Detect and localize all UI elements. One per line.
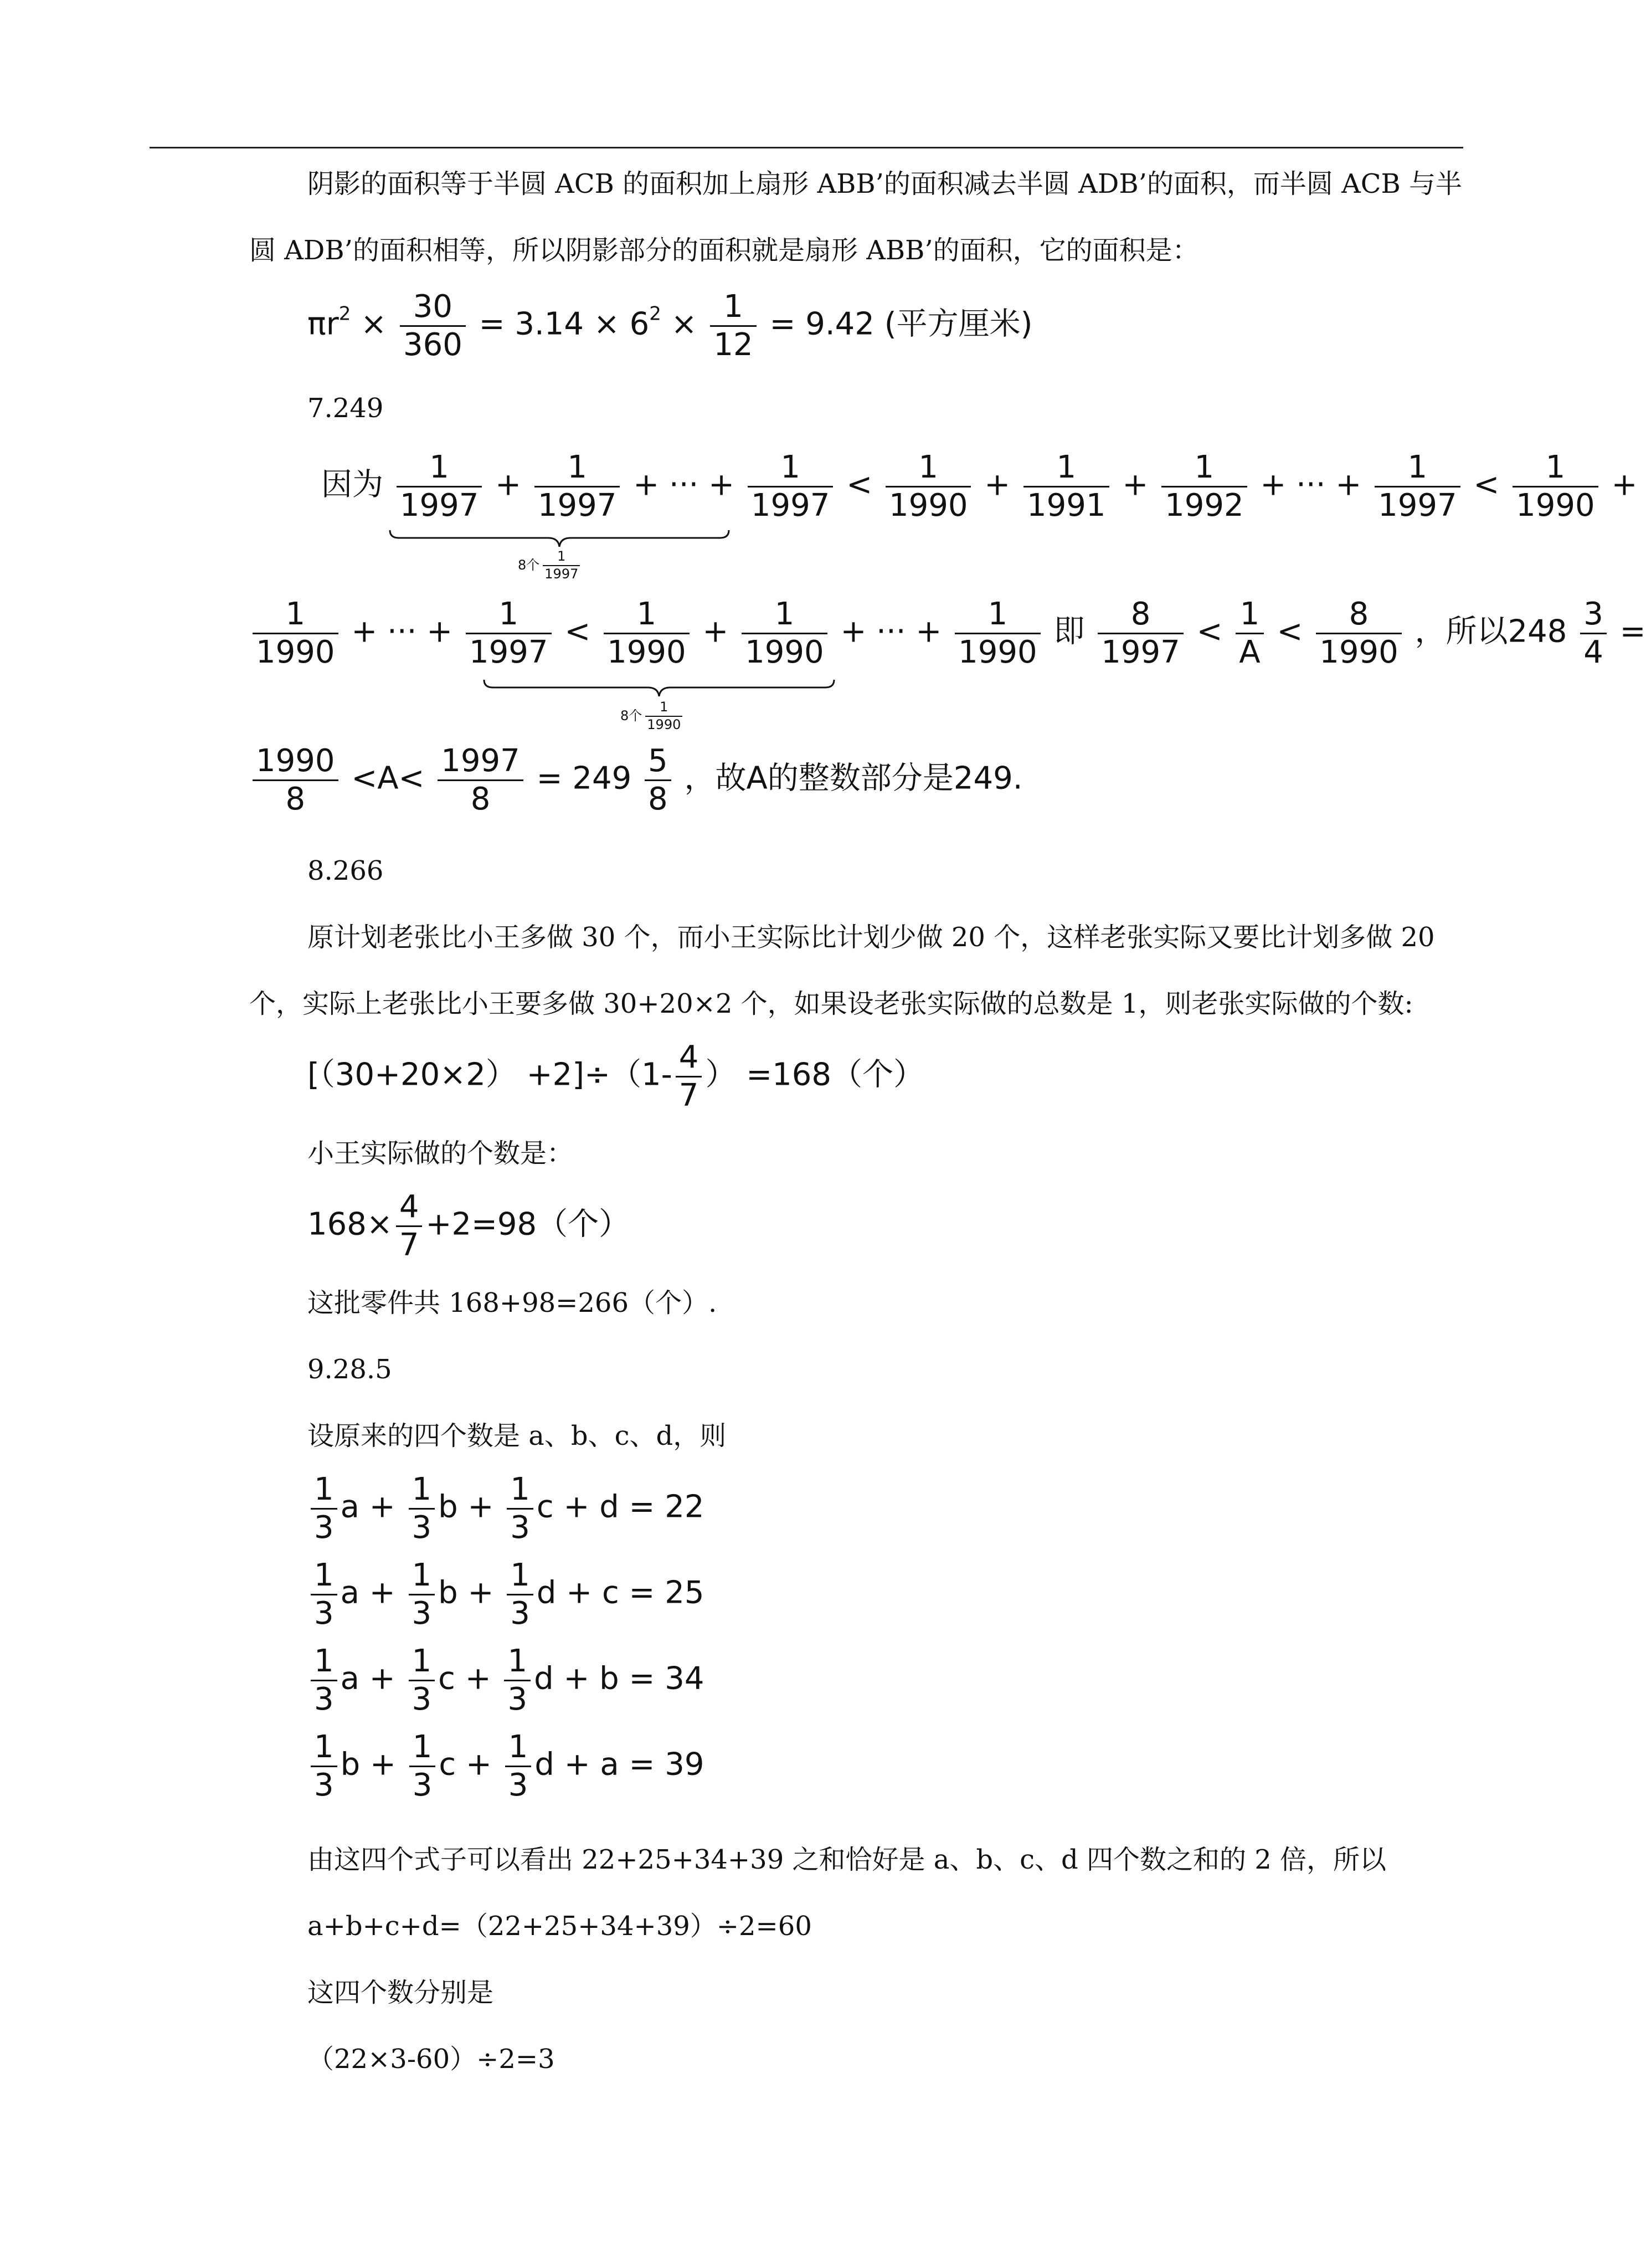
paragraph-line: 由这四个式子可以看出 22+25+34+39 之和恰好是 a、b、c、d 四个数之和的 2 倍，所以: [307, 1844, 1387, 1875]
fraction: $\frac{5}{8}$: [645, 745, 671, 815]
fraction: $\frac{1}{1990}$: [886, 451, 971, 522]
paragraph-line: 设原来的四个数是 a、b、c、d，则: [307, 1420, 727, 1451]
equation-3: $\frac{1}{3}$ a + $\frac{1}{3}$ c + $\frac{1}{3}$ d + b = 34: [307, 1645, 704, 1716]
underbrace: [482, 679, 836, 699]
paragraph-line: 小王实际做的个数是：: [307, 1138, 574, 1169]
fraction: $\frac{1}{1990}$: [742, 598, 827, 669]
sector-area-formula: $\pi r^2$ × $\frac{30}{360}$ = $3.14 \times 6^2$ × $\frac{1}{12}$ = 9.42 (平方厘米): [307, 289, 1033, 363]
equation-1: $\frac{1}{3}$ a + $\frac{1}{3}$ b + $\frac{1}{3}$ c + d = 22: [307, 1474, 704, 1544]
fraction: $\frac{8}{1997}$: [1098, 598, 1184, 669]
fraction: $\frac{1}{1990}$: [1513, 451, 1598, 522]
fraction: $\frac{1}{1991}$: [1023, 451, 1109, 522]
equation-2: $\frac{1}{3}$ a + $\frac{1}{3}$ b + $\frac{1}{3}$ d + c = 25: [307, 1559, 704, 1630]
paragraph-line: 原计划老张比小王多做 30 个，而小王实际比计划少做 20 个，这样老张实际又要比计划多做 20: [307, 922, 1435, 953]
fraction: $\frac{1}{A}$: [1236, 598, 1263, 669]
fraction: $\frac{1}{1997}$: [397, 451, 482, 522]
brace-label: 8个 $\frac{1}{1997}$: [518, 548, 583, 583]
fraction: $\frac{8}{1990}$: [1316, 598, 1402, 669]
paragraph-line: （22×3-60）÷2=3: [307, 2044, 555, 2075]
fraction: $\frac{1}{1997}$: [748, 451, 834, 522]
fraction: $\frac{1}{1992}$: [1161, 451, 1247, 522]
inequality-line-3: $\frac{1990}{8}$ <A< $\frac{1997}{8}$ = 249 $\frac{5}{8}$ ，故A的整数部分是249.: [249, 745, 1023, 815]
fraction: $\frac{1997}{8}$: [438, 745, 523, 815]
fraction: $\frac{1990}{8}$: [253, 745, 338, 815]
paragraph-line: 这批零件共 168+98=266（个）.: [307, 1287, 717, 1318]
equation-4: $\frac{1}{3}$ b + $\frac{1}{3}$ c + $\frac{1}{3}$ d + a = 39: [307, 1731, 704, 1802]
fraction: $\frac{1}{12}$: [710, 291, 756, 361]
fraction: $\frac{1}{1997}$: [466, 598, 552, 669]
fraction: $\frac{4}{7}$: [396, 1191, 423, 1261]
fraction: $\frac{30}{360}$: [400, 291, 466, 361]
fraction: $\frac{1}{1990}$: [604, 598, 690, 669]
equation-xiaowang: 168× $\frac{4}{7}$ +2=98（个）: [307, 1189, 630, 1263]
fraction: $\frac{4}{7}$: [676, 1041, 702, 1112]
fraction: $\frac{1}{1990}$: [253, 598, 338, 669]
underbrace: [388, 529, 731, 549]
paragraph-line: 个，实际上老张比小王要多做 30+20×2 个，如果设老张实际做的总数是 1，则老张实际做的个数:: [249, 988, 1413, 1019]
answer-number: 7.249: [307, 393, 384, 424]
paragraph-line: 阴影的面积等于半圆 ACB 的面积加上扇形 ABB’的面积减去半圆 ADB’的面积，而半圆 ACB 与半: [307, 168, 1463, 199]
fraction: $\frac{3}{4}$: [1580, 598, 1607, 669]
fraction: $\frac{1}{1997}$: [1375, 451, 1460, 522]
equation-laozhang: [（30+20×2） +2]÷（1- $\frac{4}{7}$ ） =168（个）: [307, 1039, 925, 1114]
fraction: $\frac{1}{1990}$: [955, 598, 1041, 669]
brace-label: 8个 $\frac{1}{1990}$: [620, 699, 686, 733]
paragraph-line: 圆 ADB’的面积相等，所以阴影部分的面积就是扇形 ABB’的面积，它的面积是：: [249, 235, 1199, 266]
inequality-line-1: 因为 $\frac{1}{1997}$ + $\frac{1}{1997}$ + ··· + $\frac{1}{1997}$ < $\frac{1}{1990}$ + $\frac{1}{1991}$ + $\frac{1}{1992}$ + ··· + $\frac{1}{1997}$ < $\frac{1}{1990}$ +: [321, 449, 1638, 524]
fraction: $\frac{1}{1997}$: [534, 451, 620, 522]
paragraph-line: a+b+c+d=（22+25+34+39）÷2=60: [307, 1911, 812, 1942]
answer-number: 9.28.5: [307, 1354, 392, 1385]
inequality-line-2: $\frac{1}{1990}$ + ··· + $\frac{1}{1997}$ < $\frac{1}{1990}$ + $\frac{1}{1990}$ + ··· + $\frac{1}{1990}$ 即 $\frac{8}{1997}$ < $\frac{1}{A}$ < $\frac{8}{1990}$ ，所以248 $\frac{3}{4}$ =: [249, 598, 1646, 669]
answer-number: 8.266: [307, 855, 384, 886]
header-rule: [150, 147, 1463, 148]
paragraph-line: 这四个数分别是: [307, 1977, 494, 2008]
